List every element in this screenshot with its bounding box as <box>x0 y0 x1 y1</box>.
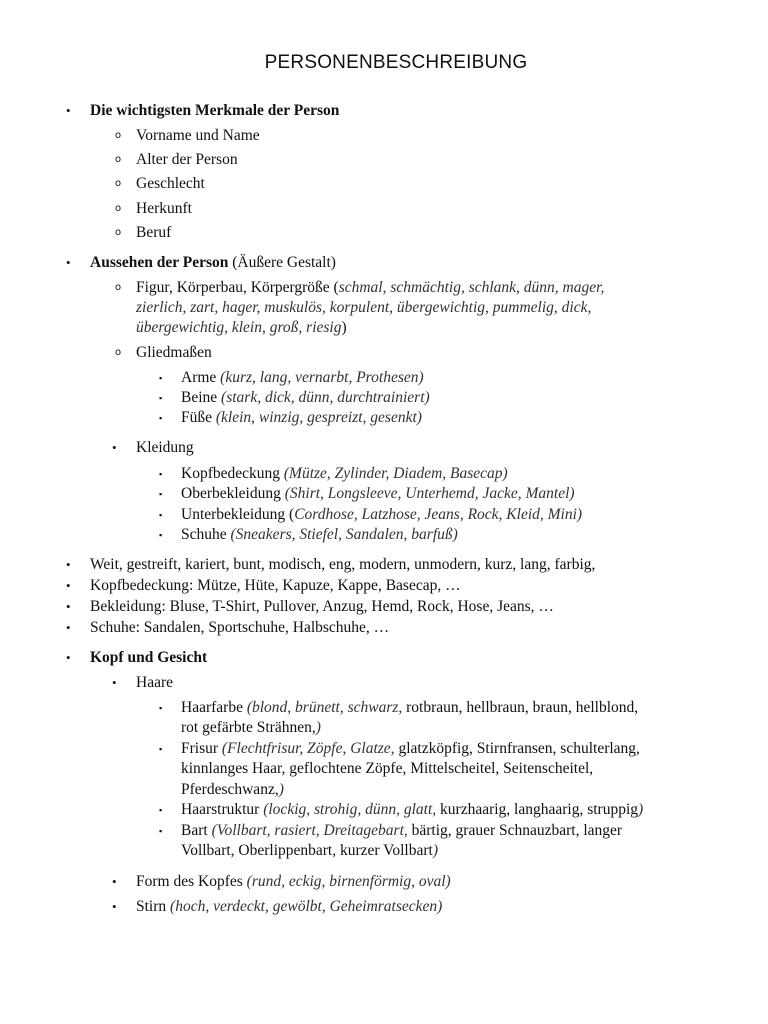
item-desc: (klein, winzig, gespreizt, gesenkt) <box>212 409 422 426</box>
figur-close: ) <box>341 319 347 336</box>
heading-text: Aussehen der Person <box>90 254 229 271</box>
item-desc: (hoch, verdeckt, gewölbt, Geheimratsecken) <box>166 898 443 915</box>
item-label: Kopfbedeckung <box>181 465 280 482</box>
bullet-icon: • <box>66 620 71 635</box>
bullet-icon: • <box>112 899 117 914</box>
item-rest: rotbraun, hellbraun, braun, hellblond, <box>406 699 639 716</box>
item-label: Frisur <box>181 740 219 757</box>
square-bullet-icon: ▪ <box>159 510 163 520</box>
section-heading-kopf: Kopf und Gesicht <box>90 649 208 666</box>
item-label: Haarstruktur <box>181 801 260 818</box>
section-heading-merkmale: Die wichtigsten Merkmale der Person <box>90 102 340 119</box>
list-item <box>181 525 458 545</box>
item-rest: Pferdeschwanz, <box>181 781 279 798</box>
item-label: Beine <box>181 389 218 406</box>
list-item <box>181 368 424 388</box>
list-item <box>136 897 442 917</box>
item-desc: (lockig, strohig, dünn, glatt, <box>259 801 441 818</box>
item-desc: (rund, eckig, birnenförmig, oval) <box>242 873 451 890</box>
item-desc: (Flechtfrisur, Zöpfe, Glatze, <box>218 740 399 757</box>
list-item <box>181 464 508 484</box>
frisur-line-2: kinnlanges Haar, geflochtene Zöpfe, Mittelscheitel, Seitenscheitel, <box>181 760 594 777</box>
figur-line-1 <box>136 278 604 298</box>
list-item <box>181 388 430 408</box>
circle-bullet-icon: o <box>115 178 122 189</box>
item-rest: glatzköpfig, Stirnfransen, schulterlang, <box>398 740 640 757</box>
list-item: Beruf <box>136 224 172 241</box>
list-item: Herkunft <box>136 200 192 217</box>
bart-line-1 <box>181 821 622 841</box>
square-bullet-icon: ▪ <box>159 703 163 713</box>
item-desc: (stark, dick, dünn, durchtrainiert) <box>217 389 430 406</box>
gliedmassen-label: Gliedmaßen <box>136 344 212 361</box>
item-desc: (blond, brünett, schwarz, <box>242 699 407 716</box>
figur-label: Figur, Körperbau, Körpergröße ( <box>136 279 339 296</box>
item-label: Bart <box>181 822 208 839</box>
item-label: Arme <box>181 369 217 386</box>
page-title: PERSONENBESCHREIBUNG <box>264 52 528 73</box>
frisur-line-1 <box>181 739 640 759</box>
item-desc: (Shirt, Longsleeve, Unterhemd, Jacke, Mantel) <box>280 485 575 502</box>
list-item: Vorname und Name <box>136 127 260 144</box>
bullet-icon: • <box>66 255 71 270</box>
haarfarbe-line-1 <box>181 698 638 718</box>
list-item <box>181 505 582 525</box>
list-item: Kopfbedeckung: Mütze, Hüte, Kapuze, Kappe, Basecap, … <box>90 577 461 594</box>
square-bullet-icon: ▪ <box>159 826 163 836</box>
square-bullet-icon: ▪ <box>159 744 163 754</box>
list-item: Geschlecht <box>136 175 205 192</box>
list-item <box>181 408 422 428</box>
item-label: Haarfarbe <box>181 699 243 716</box>
list-item: Schuhe: Sandalen, Sportschuhe, Halbschuhe, … <box>90 619 390 636</box>
item-label: Füße <box>181 409 212 426</box>
item-rest: bärtig, grauer Schnauzbart, langer <box>411 822 623 839</box>
bart-line-2 <box>181 841 438 861</box>
square-bullet-icon: ▪ <box>159 805 163 815</box>
list-item: Bekleidung: Bluse, T-Shirt, Pullover, Anzug, Hemd, Rock, Hose, Jeans, … <box>90 598 554 615</box>
figur-desc: übergewichtig, klein, groß, riesig <box>136 319 342 336</box>
list-item <box>181 484 575 504</box>
item-desc: Cordhose, Latzhose, Jeans, Rock, Kleid, Mini) <box>294 506 583 523</box>
item-close: ) <box>432 842 438 859</box>
square-bullet-icon: ▪ <box>159 469 163 479</box>
haarstruktur-line <box>181 800 643 820</box>
square-bullet-icon: ▪ <box>159 373 163 383</box>
item-close: ) <box>638 801 644 818</box>
circle-bullet-icon: o <box>115 347 122 358</box>
haarfarbe-line-2 <box>181 718 321 738</box>
item-desc: (kurz, lang, vernarbt, Prothesen) <box>216 369 424 386</box>
item-desc: (Sneakers, Stiefel, Sandalen, barfuß) <box>226 526 458 543</box>
circle-bullet-icon: o <box>115 130 122 141</box>
circle-bullet-icon: o <box>115 154 122 165</box>
item-label: Stirn <box>136 898 167 915</box>
haare-label: Haare <box>136 674 173 691</box>
item-close: ) <box>278 781 284 798</box>
bullet-icon: • <box>112 874 117 889</box>
circle-bullet-icon: o <box>115 282 122 293</box>
frisur-line-3 <box>181 780 284 800</box>
circle-bullet-icon: o <box>115 203 122 214</box>
item-label: Oberbekleidung <box>181 485 281 502</box>
item-label: Schuhe <box>181 526 227 543</box>
figur-line-2: zierlich, zart, hager, muskulös, korpulent, übergewichtig, pummelig, dick, <box>136 299 592 316</box>
list-item: Alter der Person <box>136 151 238 168</box>
heading-extra: (Äußere Gestalt) <box>228 254 336 271</box>
circle-bullet-icon: o <box>115 227 122 238</box>
list-item: Weit, gestreift, kariert, bunt, modisch, eng, modern, unmodern, kurz, lang, farbig, <box>90 556 596 573</box>
bullet-icon: • <box>112 440 117 455</box>
item-close: ) <box>315 719 321 736</box>
square-bullet-icon: ▪ <box>159 530 163 540</box>
square-bullet-icon: ▪ <box>159 413 163 423</box>
bullet-icon: • <box>66 599 71 614</box>
item-label: Unterbekleidung ( <box>181 506 295 523</box>
square-bullet-icon: ▪ <box>159 489 163 499</box>
bullet-icon: • <box>66 557 71 572</box>
item-rest: Vollbart, Oberlippenbart, kurzer Vollbart <box>181 842 433 859</box>
kleidung-label: Kleidung <box>136 439 194 456</box>
item-rest: kurzhaarig, langhaarig, struppig <box>440 801 639 818</box>
bullet-icon: • <box>66 650 71 665</box>
item-desc: (Vollbart, rasiert, Dreitagebart, <box>207 822 412 839</box>
item-rest: rot gefärbte Strähnen, <box>181 719 316 736</box>
list-item <box>136 872 451 892</box>
figur-line-3 <box>136 318 347 338</box>
square-bullet-icon: ▪ <box>159 393 163 403</box>
bullet-icon: • <box>66 578 71 593</box>
figur-desc: schmal, schmächtig, schlank, dünn, mager, <box>338 279 605 296</box>
bullet-icon: • <box>66 103 71 118</box>
item-label: Form des Kopfes <box>136 873 243 890</box>
section-heading-aussehen <box>90 253 336 273</box>
bullet-icon: • <box>112 675 117 690</box>
item-desc: (Mütze, Zylinder, Diadem, Basecap) <box>280 465 508 482</box>
